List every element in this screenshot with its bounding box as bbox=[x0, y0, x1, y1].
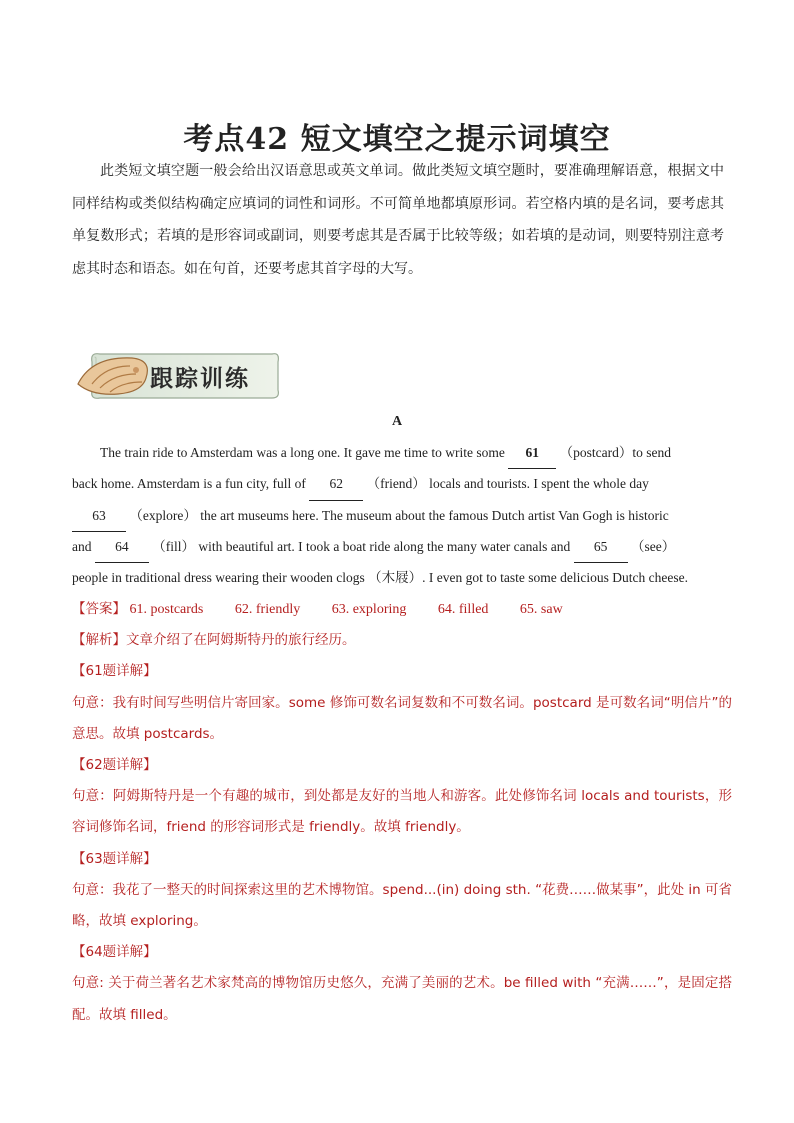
q61-heading: 【61题详解】 bbox=[72, 663, 157, 680]
answer-item: 62. friendly bbox=[234, 602, 301, 617]
page-title: 考点42 短文填空之提示词填空 bbox=[183, 122, 611, 157]
intro-paragraph: 此类短文填空题一般会给出汉语意思或英文单词。做此类短文填空题时，要准确理解语意，根据文中同样结构或类似结构确定应填词的词性和词形。不可简单地都填原形词。若空格内填的是名词，要考虑其单复数形式；若填的是形容词或副词，则要考虑其是否属于比较等级；如若填的是动词，则要特别注意考虑其时态和语态。如在句首，还要考虑其首字母的大写。 bbox=[72, 163, 724, 277]
banner-label: 跟踪训练 bbox=[150, 365, 250, 392]
passage bbox=[72, 437, 724, 593]
q64-heading: 【64题详解】 bbox=[72, 944, 157, 961]
conch-shell-icon bbox=[78, 358, 147, 394]
passage-line: The train ride to Amsterdam was a long one. It gave me time to write some 61 （postcard）to send bbox=[72, 437, 724, 468]
q62-heading: 【62题详解】 bbox=[72, 757, 157, 774]
passage-line: back home. Amsterdam is a fun city, full of 62 （friend） locals and tourists. I spent the whole day bbox=[72, 468, 724, 499]
blank-63[interactable]: 63 bbox=[72, 500, 126, 532]
answer-tag: 【答案】 bbox=[72, 601, 126, 617]
answer-row bbox=[72, 594, 732, 625]
q61-explanation: 句意：我有时间写些明信片寄回家。some 修饰可数名词复数和不可数名词。postcard 是可数名词“明信片”的意思。故填 postcards。 bbox=[72, 694, 732, 742]
blank-61[interactable]: 61 bbox=[508, 437, 556, 469]
passage-line: and 64 （fill） with beautiful art. I took a boat ride along the many water canals and 65 （see） bbox=[72, 531, 724, 562]
answer-item: 61. postcards bbox=[129, 602, 204, 617]
passage-line: 63 （explore） the art museums here. The museum about the famous Dutch artist Van Gogh is historic bbox=[72, 500, 724, 531]
q64-explanation: 句意: 关于荷兰著名艺术家梵高的博物馆历史悠久，充满了美丽的艺术。be filled with “充满……”，是固定搭配。故填 filled。 bbox=[72, 975, 732, 1023]
blank-65[interactable]: 65 bbox=[574, 531, 628, 563]
answer-item: 63. exploring bbox=[331, 602, 407, 617]
analysis-tag: 【解析】 bbox=[72, 632, 126, 649]
q62-explanation: 句意：阿姆斯特丹是一个有趣的城市，到处都是友好的当地人和游客。此处修饰名词 locals and tourists，形容词修饰名词，friend 的形容词形式是 friendly。故填 friendly。 bbox=[72, 788, 732, 836]
answer-section bbox=[72, 594, 732, 1031]
section-label: A bbox=[391, 414, 403, 429]
answer-item: 64. filled bbox=[437, 602, 489, 617]
answer-item: 65. saw bbox=[519, 602, 563, 617]
q63-explanation: 句意：我花了一整天的时间探索这里的艺术博物馆。spend...(in) doing sth. “花费……做某事”，此处 in 可省略，故填 exploring。 bbox=[72, 881, 732, 930]
analysis-row: 【解析】文章介绍了在阿姆斯特丹的旅行经历。 bbox=[72, 632, 356, 649]
blank-62[interactable]: 62 bbox=[309, 468, 363, 500]
blank-64[interactable]: 64 bbox=[95, 531, 149, 563]
passage-line: people in traditional dress wearing their wooden clogs （木屐）. I even got to taste some delicious Dutch cheese. bbox=[72, 570, 688, 586]
q63-heading: 【63题详解】 bbox=[72, 850, 157, 867]
